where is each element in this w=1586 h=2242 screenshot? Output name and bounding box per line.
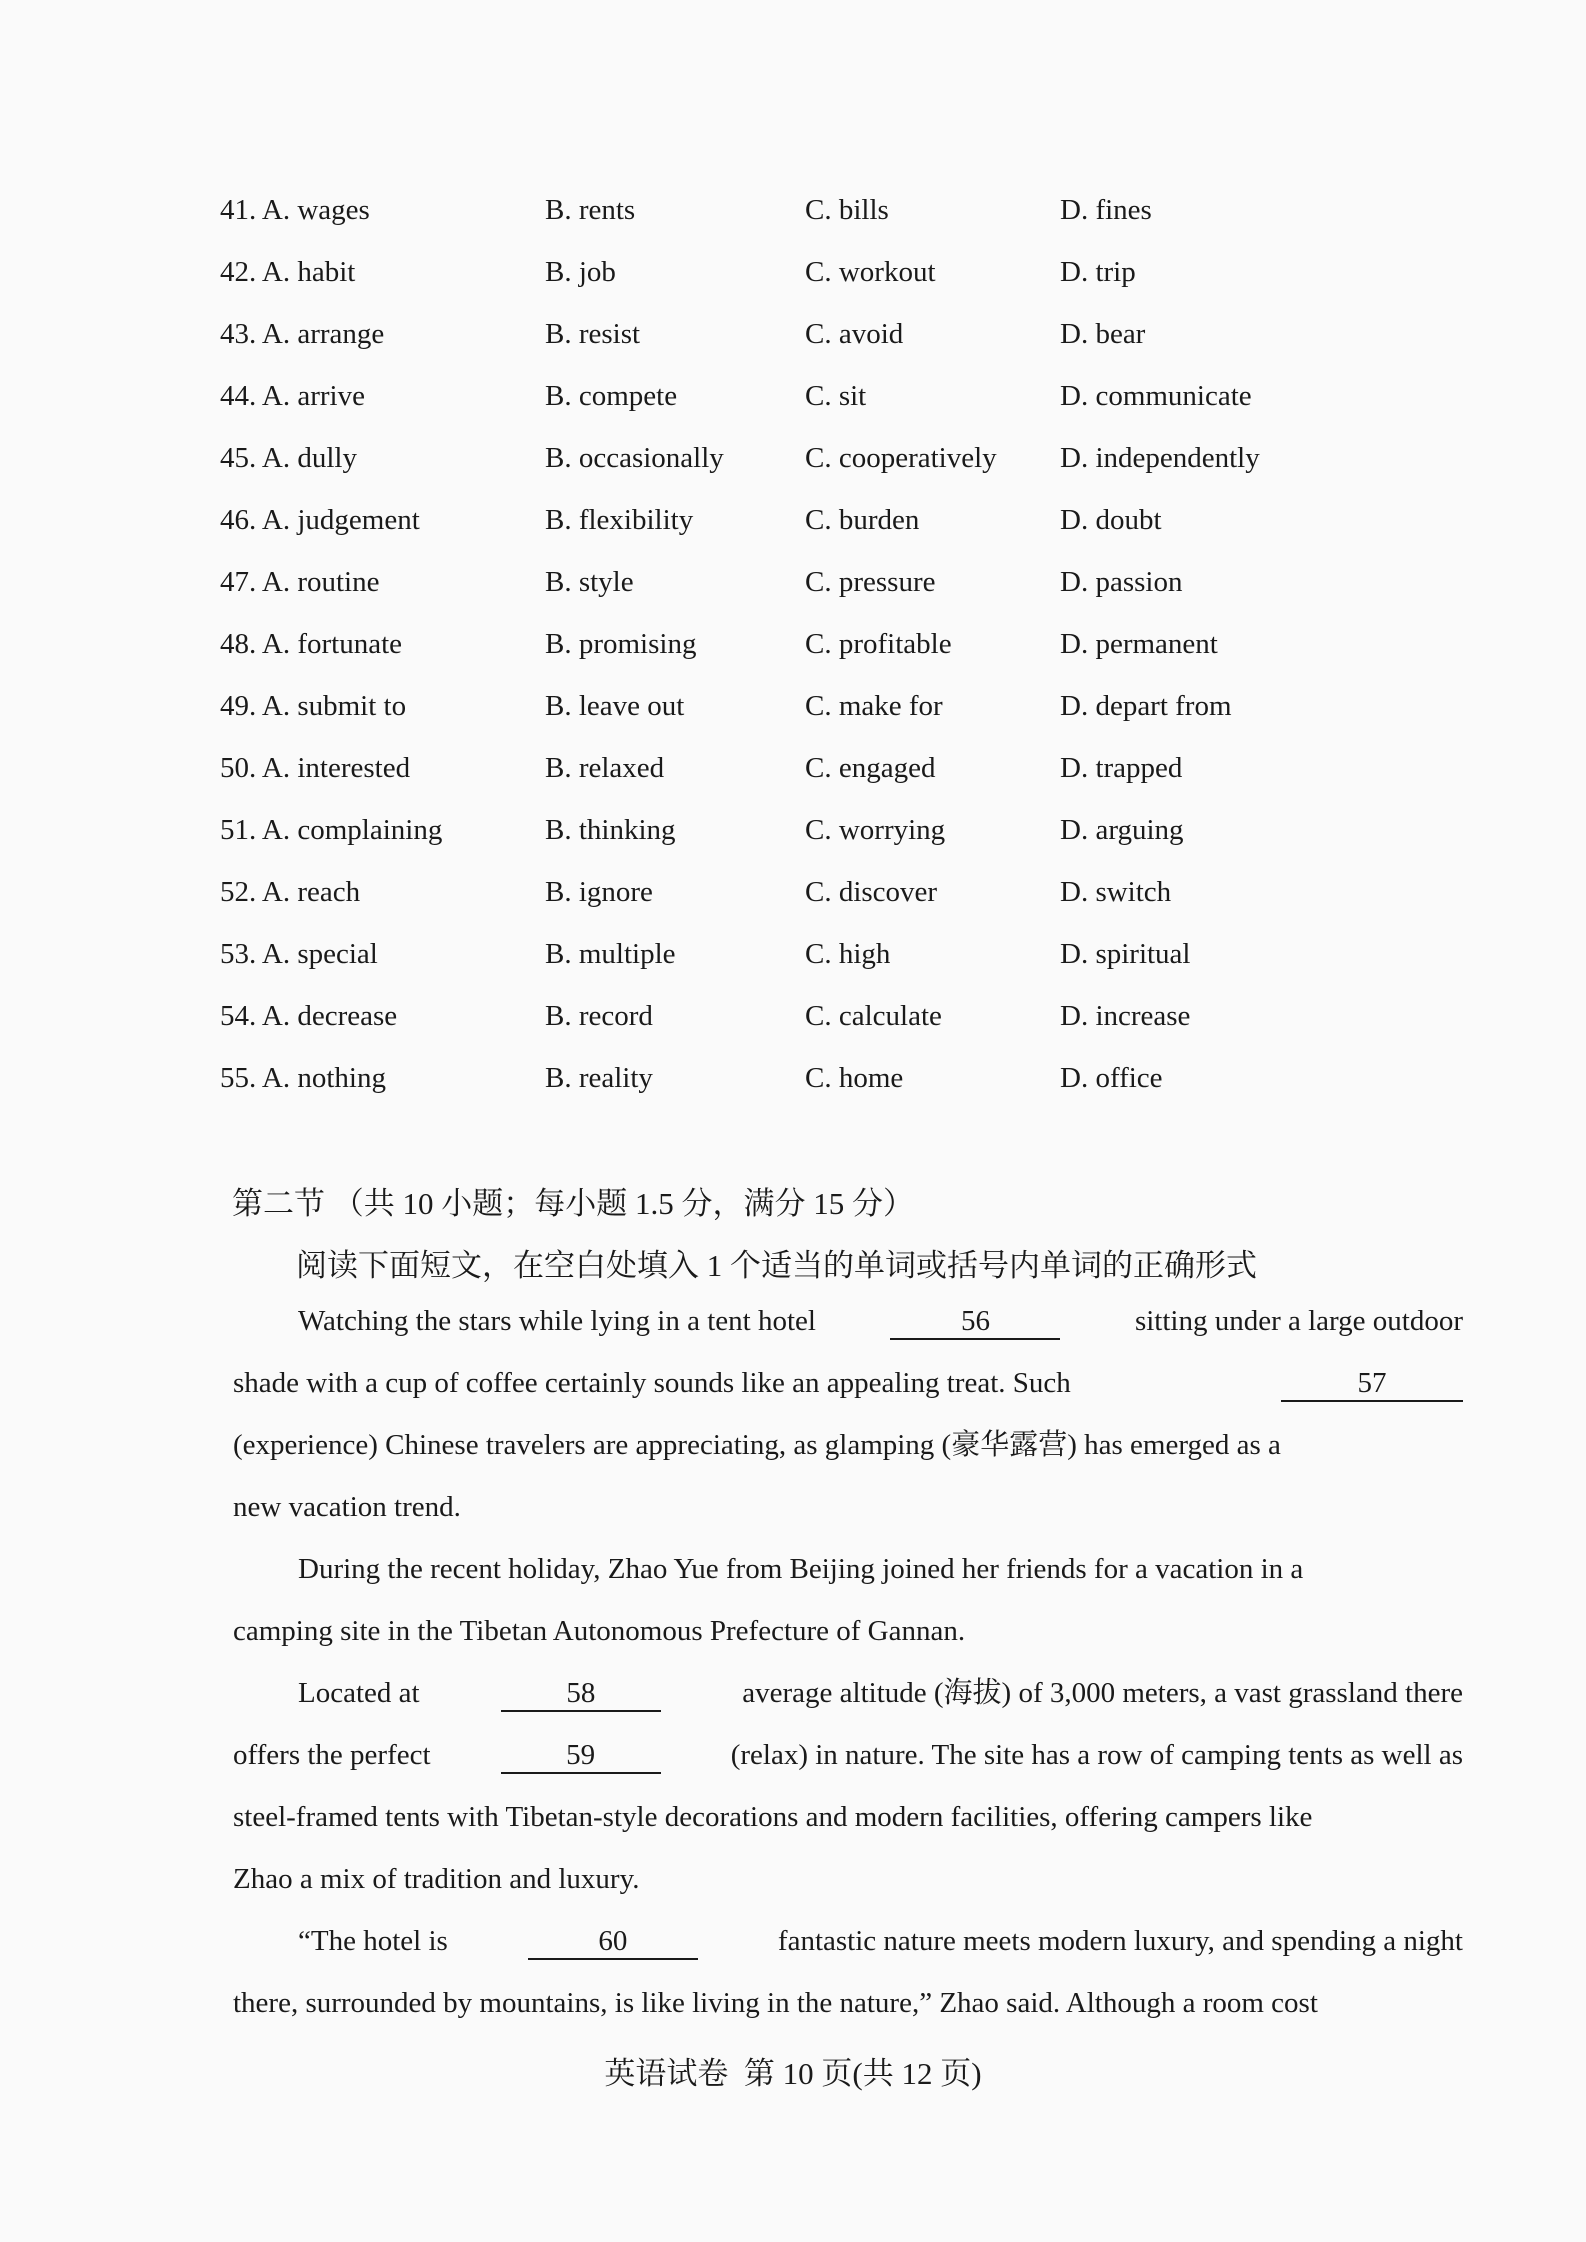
option-row [220,500,1340,562]
option-d: D. switch [1060,876,1172,908]
option-a: 42. A. habit [220,256,356,288]
option-a: 43. A. arrange [220,318,385,350]
passage-text: Located at [298,1677,420,1709]
option-c: C. worrying [805,814,946,846]
passage-line [233,1796,1463,1858]
blank-57: 57 [1281,1366,1463,1402]
option-a: 41. A. wages [220,194,370,226]
section-instructions: 阅读下面短文，在空白处填入 1 个适当的单词或括号内单词的正确形式 [296,1248,1257,1283]
option-b: B. thinking [545,814,676,846]
option-c: C. burden [805,504,920,536]
option-d: D. bear [1060,318,1146,350]
option-row [220,810,1340,872]
passage-text: (experience) Chinese travelers are appreciating, as glamping (豪华露营) has emerged as a [233,1429,1281,1461]
option-b: B. occasionally [545,442,724,474]
option-d: D. independently [1060,442,1260,474]
passage-text: (relax) in nature. The site has a row of camping tents as well as [730,1739,1463,1771]
option-c: C. cooperatively [805,442,997,474]
option-b: B. resist [545,318,641,350]
option-row [220,686,1340,748]
passage-text: shade with a cup of coffee certainly sounds like an appealing treat. Such [233,1367,1071,1399]
option-a: 45. A. dully [220,442,357,474]
option-a: 54. A. decrease [220,1000,398,1032]
option-c: C. sit [805,380,867,412]
option-d: D. doubt [1060,504,1162,536]
options-table [220,190,1340,1120]
option-c: C. pressure [805,566,936,598]
option-d: D. trip [1060,256,1136,288]
passage-text: average altitude (海拔) of 3,000 meters, a vast grassland there [742,1677,1463,1709]
blank-60: 60 [528,1924,698,1960]
option-c: C. calculate [805,1000,942,1032]
passage-line [233,1858,1463,1920]
section-heading: 第二节 （共 10 小题；每小题 1.5 分，满分 15 分） [232,1186,914,1221]
blank-59: 59 [501,1738,661,1774]
option-a: 47. A. routine [220,566,380,598]
option-row [220,624,1340,686]
option-d: D. communicate [1060,380,1252,412]
passage-text: “The hotel is [298,1925,448,1957]
option-a: 46. A. judgement [220,504,420,536]
option-d: D. passion [1060,566,1183,598]
option-row [220,996,1340,1058]
option-row [220,252,1340,314]
option-d: D. fines [1060,194,1152,226]
passage-text: Zhao a mix of tradition and luxury. [233,1863,640,1895]
option-a: 52. A. reach [220,876,361,908]
passage-text: offers the perfect [233,1739,431,1771]
option-d: D. increase [1060,1000,1191,1032]
passage-line [233,1300,1463,1362]
option-b: B. compete [545,380,678,412]
passage-text: fantastic nature meets modern luxury, and spending a night [777,1925,1463,1957]
option-b: B. ignore [545,876,653,908]
passage-text: there, surrounded by mountains, is like living in the nature,” Zhao said. Although a room cost [233,1987,1318,2019]
option-b: B. leave out [545,690,685,722]
option-d: D. spiritual [1060,938,1191,970]
option-c: C. high [805,938,891,970]
passage-text: Watching the stars while lying in a tent hotel [298,1305,816,1337]
option-c: C. bills [805,194,889,226]
option-c: C. home [805,1062,904,1094]
option-row [220,190,1340,252]
option-b: B. multiple [545,938,676,970]
option-row [220,872,1340,934]
option-c: C. profitable [805,628,952,660]
option-a: 44. A. arrive [220,380,365,412]
option-b: B. job [545,256,616,288]
option-a: 51. A. complaining [220,814,443,846]
option-a: 50. A. interested [220,752,411,784]
option-c: C. make for [805,690,943,722]
passage-text: new vacation trend. [233,1491,461,1523]
option-b: B. style [545,566,634,598]
passage-line [233,1548,1463,1610]
blank-56: 56 [890,1304,1060,1340]
passage-line [233,1672,1463,1734]
option-a: 48. A. fortunate [220,628,403,660]
option-a: 53. A. special [220,938,378,970]
option-row [220,438,1340,500]
option-d: D. depart from [1060,690,1232,722]
passage-line [233,1610,1463,1672]
option-b: B. relaxed [545,752,665,784]
passage-line [233,1486,1463,1548]
option-row [220,562,1340,624]
option-b: B. promising [545,628,697,660]
blank-58: 58 [501,1676,661,1712]
option-a: 49. A. submit to [220,690,407,722]
passage-text: During the recent holiday, Zhao Yue from Beijing joined her friends for a vacation in a [298,1553,1304,1585]
option-c: C. engaged [805,752,936,784]
footer-text: 英语试卷 第 10 页(共 12 页) [604,2056,982,2091]
option-row [220,1058,1340,1120]
option-row [220,748,1340,810]
option-b: B. rents [545,194,636,226]
option-a: 55. A. nothing [220,1062,386,1094]
option-c: C. avoid [805,318,904,350]
option-d: D. office [1060,1062,1163,1094]
passage-line [233,1982,1463,2044]
passage-line [233,1734,1463,1796]
passage-text: sitting under a large outdoor [1134,1305,1463,1337]
passage-line [233,1424,1463,1486]
option-row [220,934,1340,996]
passage-text: steel-framed tents with Tibetan-style decorations and modern facilities, offering campers like [233,1801,1313,1833]
passage-line [233,1920,1463,1982]
option-b: B. record [545,1000,653,1032]
option-row [220,376,1340,438]
option-b: B. flexibility [545,504,694,536]
option-c: C. discover [805,876,938,908]
passage-text: camping site in the Tibetan Autonomous Prefecture of Gannan. [233,1615,966,1647]
option-d: D. arguing [1060,814,1184,846]
reading-passage [233,1300,1463,2044]
option-d: D. trapped [1060,752,1183,784]
option-b: B. reality [545,1062,653,1094]
passage-line [233,1362,1463,1424]
option-d: D. permanent [1060,628,1218,660]
page-footer [0,2048,1586,2093]
option-row [220,314,1340,376]
option-c: C. workout [805,256,936,288]
